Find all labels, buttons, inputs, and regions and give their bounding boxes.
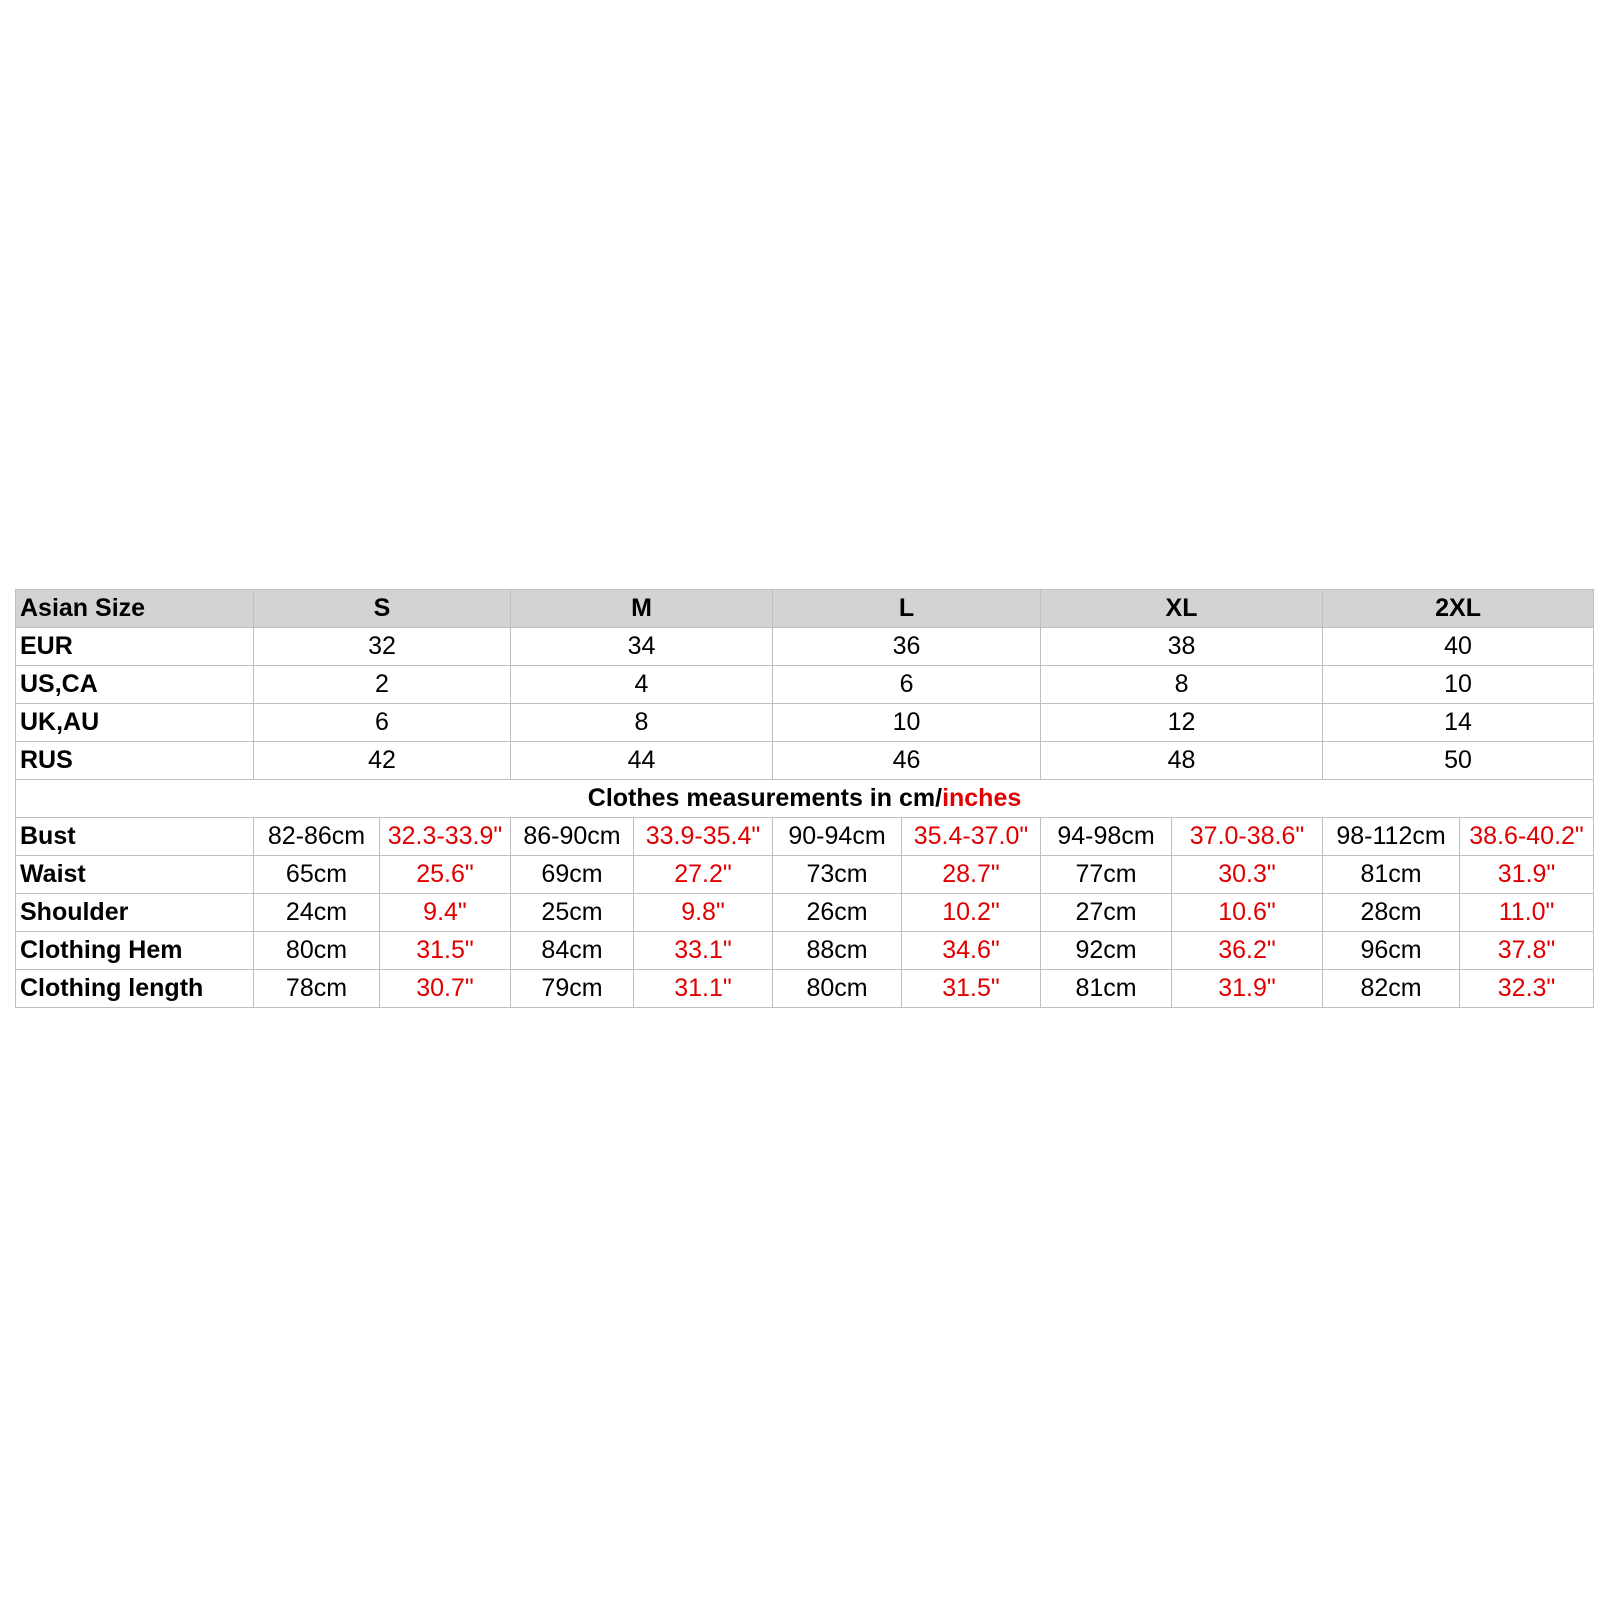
table-cell: 12 (1041, 704, 1323, 742)
table-cell: 34 (511, 628, 773, 666)
cm-cell: 90-94cm (773, 818, 902, 856)
inch-cell: 38.6-40.2" (1460, 818, 1594, 856)
row-label: US,CA (16, 666, 254, 704)
measurement-row-clothing-length (16, 970, 1594, 1008)
inch-cell: 10.2" (902, 894, 1041, 932)
inch-cell: 10.6" (1172, 894, 1323, 932)
cm-cell: 94-98cm (1041, 818, 1172, 856)
inch-cell: 27.2" (634, 856, 773, 894)
header-row (16, 590, 1594, 628)
inch-cell: 31.5" (380, 932, 511, 970)
row-label: UK,AU (16, 704, 254, 742)
inch-cell: 37.8" (1460, 932, 1594, 970)
inch-cell: 31.1" (634, 970, 773, 1008)
row-label: EUR (16, 628, 254, 666)
inch-cell: 37.0-38.6" (1172, 818, 1323, 856)
size-header-2xl: 2XL (1323, 590, 1594, 628)
conversion-row-rus (16, 742, 1594, 780)
size-header-xl: XL (1041, 590, 1323, 628)
inch-cell: 34.6" (902, 932, 1041, 970)
cm-cell: 26cm (773, 894, 902, 932)
cm-cell: 84cm (511, 932, 634, 970)
inch-cell: 25.6" (380, 856, 511, 894)
inch-cell: 9.4" (380, 894, 511, 932)
table-cell: 14 (1323, 704, 1594, 742)
table-cell: 2 (254, 666, 511, 704)
size-header-m: M (511, 590, 773, 628)
inch-cell: 32.3" (1460, 970, 1594, 1008)
measurement-row-shoulder (16, 894, 1594, 932)
section-title-highlight: inches (942, 784, 1022, 812)
header-label: Asian Size (16, 590, 254, 628)
cm-cell: 86-90cm (511, 818, 634, 856)
inch-cell: 28.7" (902, 856, 1041, 894)
measurement-row-clothing-hem (16, 932, 1594, 970)
cm-cell: 24cm (254, 894, 380, 932)
measurement-row-bust (16, 818, 1594, 856)
cm-cell: 82-86cm (254, 818, 380, 856)
inch-cell: 31.9" (1172, 970, 1323, 1008)
inch-cell: 36.2" (1172, 932, 1323, 970)
row-label: Bust (16, 818, 254, 856)
cm-cell: 88cm (773, 932, 902, 970)
inch-cell: 30.3" (1172, 856, 1323, 894)
inch-cell: 35.4-37.0" (902, 818, 1041, 856)
cm-cell: 80cm (773, 970, 902, 1008)
cm-cell: 25cm (511, 894, 634, 932)
section-row (16, 780, 1594, 818)
size-header-l: L (773, 590, 1041, 628)
table-cell: 50 (1323, 742, 1594, 780)
cm-cell: 77cm (1041, 856, 1172, 894)
table-cell: 6 (254, 704, 511, 742)
table-cell: 36 (773, 628, 1041, 666)
cm-cell: 27cm (1041, 894, 1172, 932)
row-label: Clothing Hem (16, 932, 254, 970)
size-chart-table (15, 589, 1594, 1008)
table-cell: 46 (773, 742, 1041, 780)
cm-cell: 81cm (1041, 970, 1172, 1008)
section-title-prefix: Clothes measurements in cm/ (587, 784, 943, 812)
table-cell: 38 (1041, 628, 1323, 666)
cm-cell: 96cm (1323, 932, 1460, 970)
cm-cell: 79cm (511, 970, 634, 1008)
conversion-row-eur (16, 628, 1594, 666)
table-cell: 40 (1323, 628, 1594, 666)
cm-cell: 78cm (254, 970, 380, 1008)
inch-cell: 9.8" (634, 894, 773, 932)
table-cell: 10 (773, 704, 1041, 742)
conversion-row-us-ca (16, 666, 1594, 704)
size-header-s: S (254, 590, 511, 628)
conversion-row-uk-au (16, 704, 1594, 742)
table-cell: 48 (1041, 742, 1323, 780)
row-label: Shoulder (16, 894, 254, 932)
inch-cell: 33.9-35.4" (634, 818, 773, 856)
row-label: Waist (16, 856, 254, 894)
table-cell: 10 (1323, 666, 1594, 704)
cm-cell: 65cm (254, 856, 380, 894)
row-label: Clothing length (16, 970, 254, 1008)
cm-cell: 92cm (1041, 932, 1172, 970)
table-cell: 42 (254, 742, 511, 780)
cm-cell: 82cm (1323, 970, 1460, 1008)
inch-cell: 32.3-33.9" (380, 818, 511, 856)
inch-cell: 31.9" (1460, 856, 1594, 894)
measurement-row-waist (16, 856, 1594, 894)
inch-cell: 33.1" (634, 932, 773, 970)
table-cell: 8 (1041, 666, 1323, 704)
table-cell: 32 (254, 628, 511, 666)
inch-cell: 30.7" (380, 970, 511, 1008)
cm-cell: 73cm (773, 856, 902, 894)
inch-cell: 11.0" (1460, 894, 1594, 932)
section-title (16, 780, 1594, 818)
cm-cell: 98-112cm (1323, 818, 1460, 856)
row-label: RUS (16, 742, 254, 780)
table-cell: 44 (511, 742, 773, 780)
cm-cell: 28cm (1323, 894, 1460, 932)
table-cell: 8 (511, 704, 773, 742)
cm-cell: 80cm (254, 932, 380, 970)
inch-cell: 31.5" (902, 970, 1041, 1008)
table-cell: 4 (511, 666, 773, 704)
cm-cell: 69cm (511, 856, 634, 894)
cm-cell: 81cm (1323, 856, 1460, 894)
table-cell: 6 (773, 666, 1041, 704)
